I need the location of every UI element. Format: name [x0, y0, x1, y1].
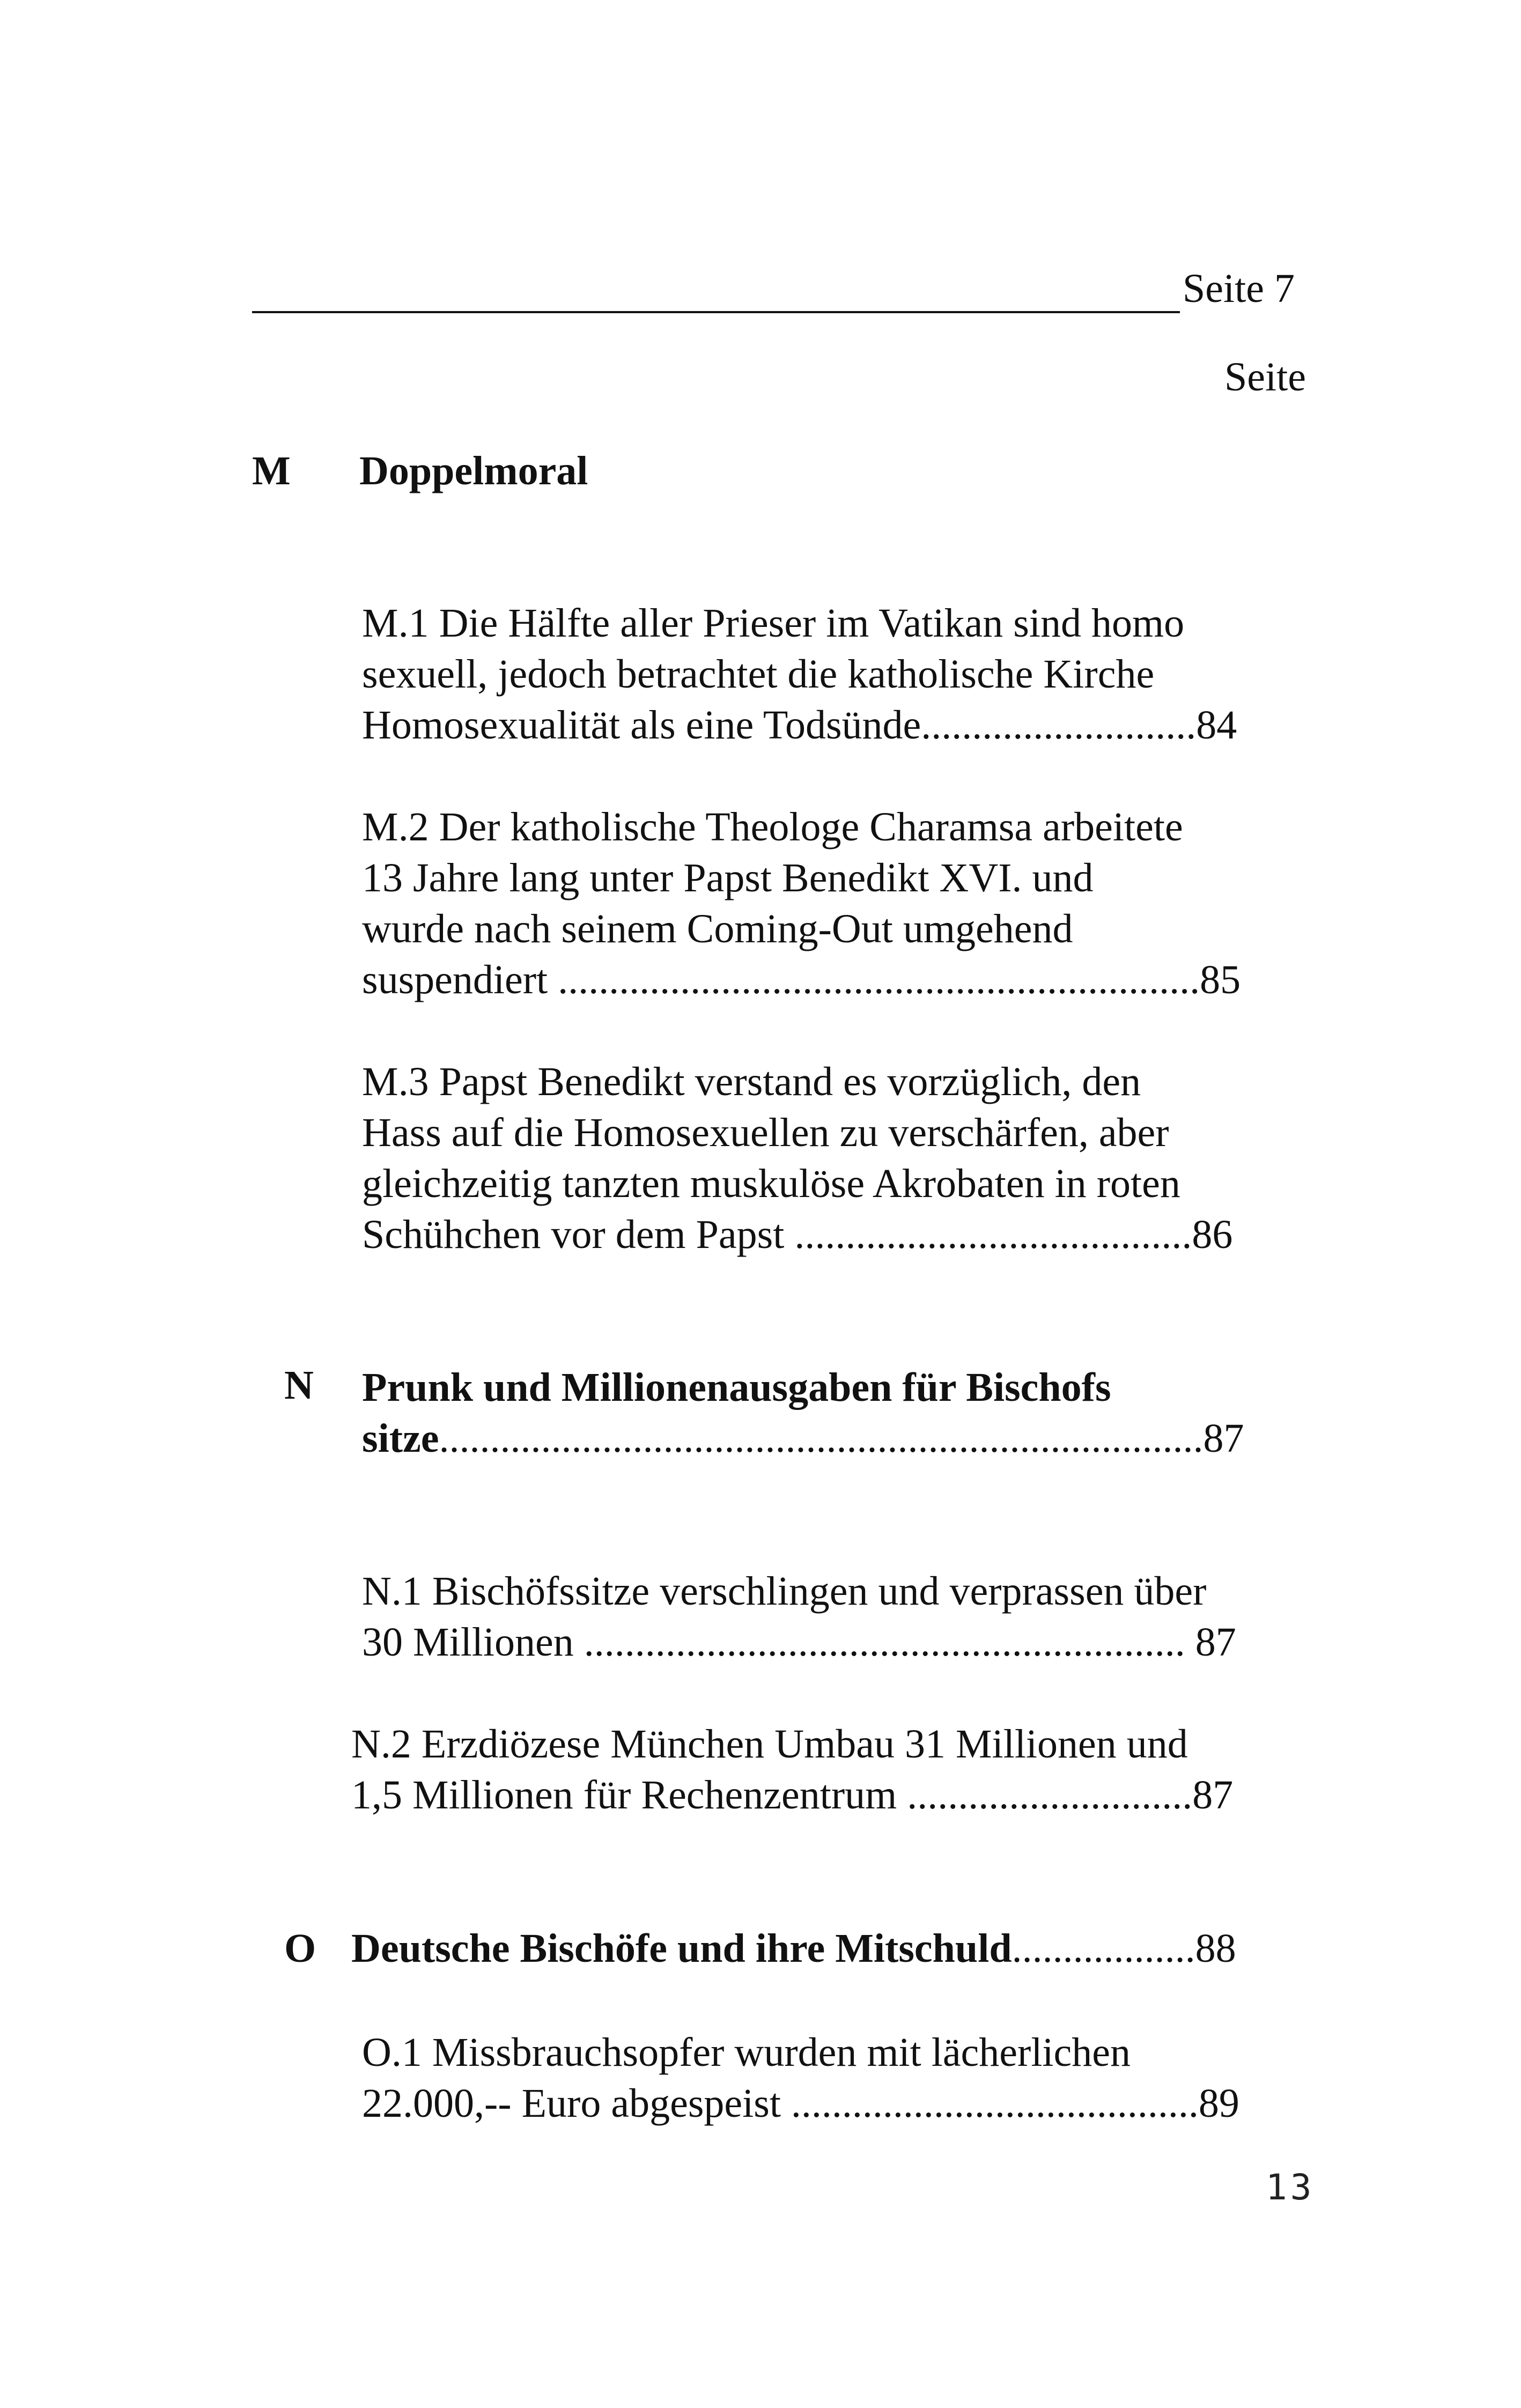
toc-entry-line: Homosexualität als eine Todsünde...........................84 — [362, 703, 1237, 748]
toc-entry-line: O.1 Missbrauchsopfer wurden mit lächerlichen — [362, 2030, 1131, 2075]
section-title-fragment: sitze — [362, 1416, 439, 1461]
section-letter-o: O — [284, 1926, 316, 1971]
toc-entry-line: 13 Jahre lang unter Papst Benedikt XVI. und — [362, 855, 1094, 900]
page-number: 13 — [1266, 2167, 1315, 2208]
toc-entry-n1 — [362, 1566, 1236, 1668]
toc-entry-line: N.1 Bischöfssitze verschlingen und verprassen über — [362, 1569, 1207, 1614]
section-title-o — [351, 1925, 1236, 1972]
toc-entry-o1 — [362, 2027, 1239, 2129]
running-header-page: Seite 7 — [1183, 266, 1295, 311]
section-title-m: Doppelmoral — [359, 448, 588, 493]
toc-entry-line: 30 Millionen ........................................................... 87 — [362, 1620, 1236, 1665]
section-title-leader: ..................88 — [1011, 1926, 1236, 1971]
toc-entry-line: Schühchen vor dem Papst .......................................86 — [362, 1212, 1233, 1257]
toc-entry-line: wurde nach seinem Coming-Out umgehend — [362, 906, 1073, 951]
toc-entry-line: M.3 Papst Benedikt verstand es vorzüglich, den — [362, 1059, 1141, 1104]
section-letter-n: N — [284, 1363, 314, 1408]
toc-entry-line: sexuell, jedoch betrachtet die katholische Kirche — [362, 652, 1155, 697]
section-title-leader: ...........................................................................87 — [439, 1416, 1244, 1461]
toc-entry-line: 22.000,-- Euro abgespeist ........................................89 — [362, 2081, 1239, 2126]
toc-entry-line: gleichzeitig tanzten muskulöse Akrobaten in roten — [362, 1161, 1180, 1206]
toc-entry-m2 — [362, 802, 1241, 1006]
section-title-n — [362, 1362, 1244, 1464]
header-rule — [252, 311, 1180, 313]
toc-entry-n2 — [351, 1719, 1233, 1821]
toc-entry-line: M.2 Der katholische Theologe Charamsa arbeitete — [362, 804, 1183, 850]
toc-entry-m1 — [362, 598, 1237, 751]
column-header-seite: Seite — [1224, 354, 1306, 400]
section-title-fragment: Deutsche Bischöfe und ihre Mitschuld — [351, 1926, 1012, 1971]
section-title-line: Prunk und Millionenausgaben für Bischofs — [362, 1365, 1111, 1410]
toc-entry-line: N.2 Erzdiözese München Umbau 31 Millionen und — [351, 1722, 1188, 1767]
section-title-line — [362, 1413, 1244, 1464]
toc-entry-line: suspendiert ...............................................................85 — [362, 957, 1241, 1002]
toc-entry-m3 — [362, 1057, 1232, 1260]
section-letter-m: M — [252, 448, 291, 493]
toc-entry-line: 1,5 Millionen für Rechenzentrum ............................87 — [351, 1772, 1234, 1818]
toc-entry-line: M.1 Die Hälfte aller Prieser im Vatikan sind homo — [362, 601, 1185, 646]
toc-entry-line: Hass auf die Homosexuellen zu verschärfen, aber — [362, 1110, 1169, 1155]
